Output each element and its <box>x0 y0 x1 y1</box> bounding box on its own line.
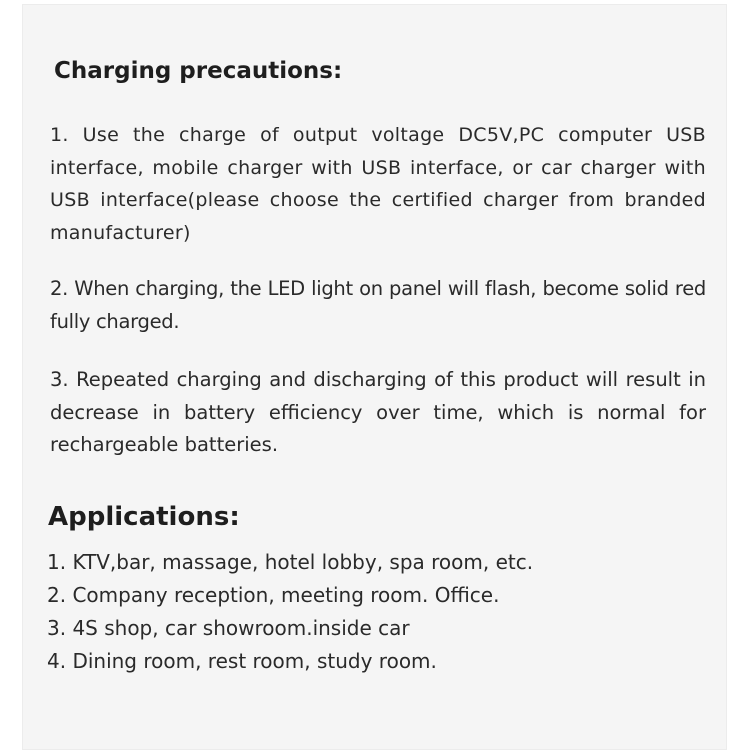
charging-precautions-heading: Charging precautions: <box>54 58 343 84</box>
charging-precaution-item-1: 1. Use the charge of output voltage DC5V,PC computer USB interface, mobile charger with USB interface, or car charger with USB interface(please choose the certified charger from branded manufacturer) <box>50 124 706 244</box>
applications-list <box>47 546 533 678</box>
charging-precaution-item-2: 2. When charging, the LED light on panel will flash, become solid red fully charged. <box>50 277 706 333</box>
application-item-2: 2. Company reception, meeting room. Office. <box>47 583 500 607</box>
application-item-3: 3. 4S shop, car showroom.inside car <box>47 616 410 640</box>
application-item-4: 4. Dining room, rest room, study room. <box>47 649 437 673</box>
applications-heading: Applications: <box>48 502 240 532</box>
charging-precaution-item-3: 3. Repeated charging and discharging of this product will result in decrease in battery efficiency over time, which is normal for rechargeable batteries. <box>50 368 706 456</box>
application-item-1: 1. KTV,bar, massage, hotel lobby, spa room, etc. <box>47 550 534 574</box>
